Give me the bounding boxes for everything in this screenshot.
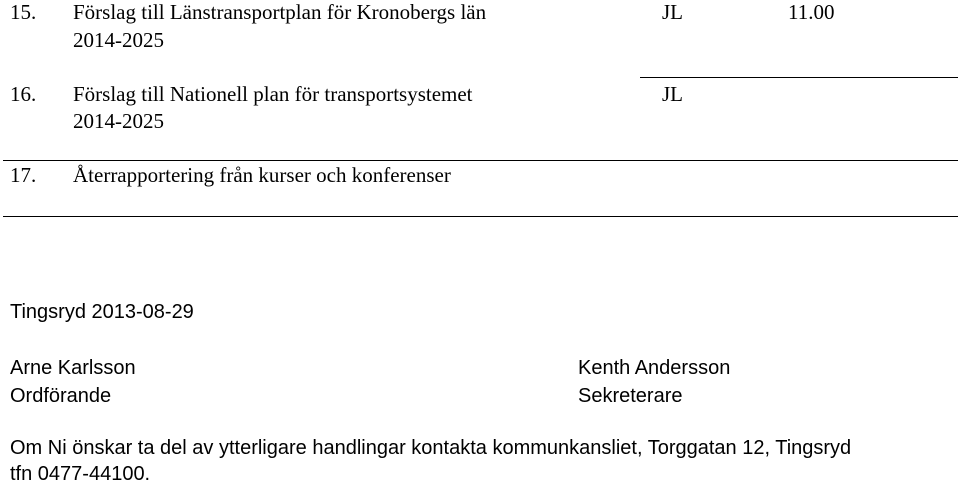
secretary-name: Kenth Andersson xyxy=(578,357,731,379)
item-15-responsible: JL xyxy=(662,0,683,24)
chair-role: Ordförande xyxy=(10,385,112,407)
item-15-title: Förslag till Länstransportplan för Kronobergs län xyxy=(73,0,487,24)
item-16-responsible: JL xyxy=(662,82,683,106)
item-15-number: 15. xyxy=(10,0,37,24)
item-16-title-line2: 2014-2025 xyxy=(73,109,164,133)
secretary-role: Sekreterare xyxy=(578,385,683,407)
item-16-title: Förslag till Nationell plan för transportsystemet xyxy=(73,82,473,106)
chair-name: Arne Karlsson xyxy=(10,357,136,379)
item-17-number: 17. xyxy=(10,163,37,187)
footer-note: Om Ni önskar ta del av ytterligare handlingar kontakta kommunkansliet, Torggatan 12, Tingsryd xyxy=(10,437,852,459)
item-17-title: Återrapportering från kurser och konferenser xyxy=(73,163,451,187)
item-15-divider xyxy=(640,77,958,78)
item-17-divider xyxy=(3,216,958,217)
item-16-number: 16. xyxy=(10,82,37,106)
item-15-time: 11.00 xyxy=(788,0,835,24)
footer-phone: tfn 0477-44100. xyxy=(10,463,151,485)
item-15-title-line2: 2014-2025 xyxy=(73,28,164,52)
item-16-divider xyxy=(3,160,958,161)
place-date: Tingsryd 2013-08-29 xyxy=(10,301,194,323)
